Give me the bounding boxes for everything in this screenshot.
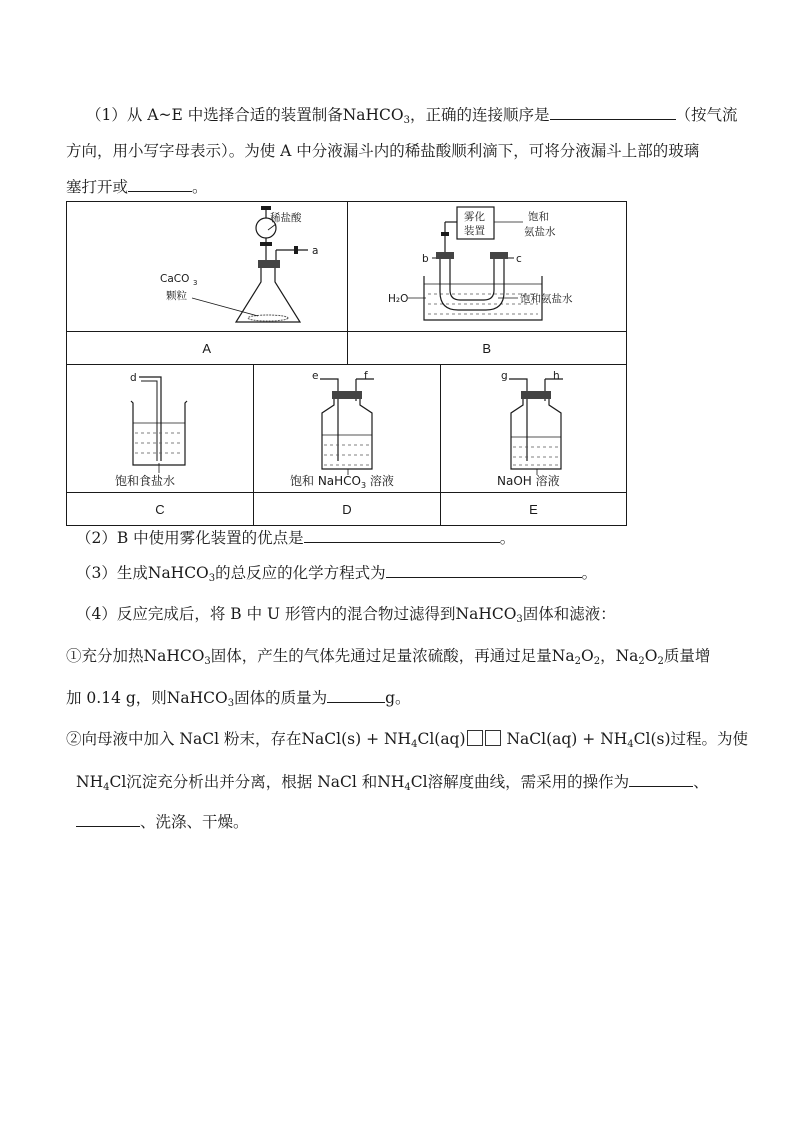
q1-line3: 塞打开或 。 bbox=[66, 178, 208, 196]
svg-text:d: d bbox=[130, 372, 137, 384]
svg-text:c: c bbox=[515, 253, 522, 265]
svg-text:NaOH 溶液: NaOH 溶液 bbox=[497, 474, 560, 488]
apparatus-b-figure bbox=[348, 202, 626, 328]
svg-text:装置: 装置 bbox=[463, 225, 485, 237]
q2-line: （2）B 中使用雾化装置的优点是 。 bbox=[76, 529, 516, 547]
svg-text:a: a bbox=[312, 245, 319, 257]
equilibrium-arrow-icon bbox=[485, 730, 501, 746]
svg-text:b: b bbox=[421, 253, 429, 265]
answer-blank-4[interactable] bbox=[386, 563, 582, 578]
svg-text:3: 3 bbox=[193, 279, 198, 287]
svg-text:饱和氨盐水: 饱和氨盐水 bbox=[519, 293, 573, 305]
q4-line1: （4）反应完成后，将 B 中 U 形管内的混合物过滤得到NaHCO$_3$固体和滤液： bbox=[76, 605, 616, 625]
svg-text:饱和食盐水: 饱和食盐水 bbox=[115, 474, 176, 488]
apparatus-e-cell bbox=[441, 365, 627, 493]
svg-text:CaCO: CaCO bbox=[160, 273, 190, 285]
svg-text:饱和 NaHCO3 溶液: 饱和 NaHCO$_3$ 溶液 bbox=[290, 474, 394, 489]
apparatus-a-figure bbox=[68, 202, 345, 328]
svg-text:h: h bbox=[553, 370, 560, 382]
svg-text:雾化: 雾化 bbox=[463, 211, 485, 223]
apparatus-d-cell bbox=[254, 365, 441, 493]
svg-text:饱和: 饱和 bbox=[527, 211, 549, 223]
svg-text:g: g bbox=[501, 370, 508, 382]
caption-a: A bbox=[67, 332, 348, 365]
q1-line1: （1）从 A~E 中选择合适的装置制备NaHCO$_3$，正确的连接顺序是 （按气流 bbox=[86, 106, 738, 126]
svg-text:稀盐酸: 稀盐酸 bbox=[270, 212, 302, 224]
svg-text:f: f bbox=[364, 370, 368, 382]
q3-line: （3）生成NaHCO$_3$的总反应的化学方程式为 。 bbox=[76, 564, 598, 584]
apparatus-a-cell bbox=[67, 202, 348, 332]
svg-text:颗粒: 颗粒 bbox=[166, 290, 188, 302]
svg-text:H₂O: H₂O bbox=[387, 293, 409, 305]
q4-part2-line1: ②向母液中加入 NaCl 粉末，存在NaCl(s) + $NH_4Cl(aq)$ NaCl(aq) + $NH_4Cl(s)$过程。为使 bbox=[66, 730, 749, 750]
apparatus-table bbox=[66, 201, 627, 526]
answer-blank-7[interactable] bbox=[76, 812, 140, 827]
q1-line2: 方向，用小写字母表示）。为使 A 中分液漏斗内的稀盐酸顺利滴下，可将分液漏斗上部的玻璃 bbox=[66, 142, 700, 160]
equilibrium-arrow-icon bbox=[467, 730, 483, 746]
answer-blank-6[interactable] bbox=[629, 772, 693, 787]
caption-e: E bbox=[441, 493, 627, 526]
apparatus-c-cell bbox=[67, 365, 254, 493]
answer-blank-2[interactable] bbox=[128, 177, 192, 192]
answer-blank-1[interactable] bbox=[550, 105, 676, 120]
q4-part2-line2: $NH_4Cl$沉淀充分析出并分离，根据 NaCl 和$NH_4Cl$溶解度曲线，需采用的操作为 、 bbox=[76, 773, 709, 793]
q4-part1-line2: 加 0.14 g，则NaHCO$_3$固体的质量为 g。 bbox=[66, 689, 411, 709]
q4-part1-line1: ①充分加热NaHCO$_3$固体，产生的气体先通过足量浓硫酸，再通过足量$Na_2O_2$，$Na_2O_2$质量增 bbox=[66, 647, 711, 667]
svg-text:e: e bbox=[312, 370, 319, 382]
apparatus-c-figure bbox=[67, 365, 253, 489]
answer-blank-3[interactable] bbox=[304, 528, 500, 543]
apparatus-d-figure bbox=[254, 365, 440, 489]
caption-b: B bbox=[347, 332, 627, 365]
svg-text:氨盐水: 氨盐水 bbox=[523, 226, 556, 238]
caption-c: C bbox=[67, 493, 254, 526]
caption-d: D bbox=[254, 493, 441, 526]
q4-part2-line3: 、洗涤、干燥。 bbox=[76, 812, 249, 832]
apparatus-b-cell bbox=[347, 202, 627, 332]
apparatus-e-figure bbox=[441, 365, 626, 489]
answer-blank-5[interactable] bbox=[327, 688, 385, 703]
